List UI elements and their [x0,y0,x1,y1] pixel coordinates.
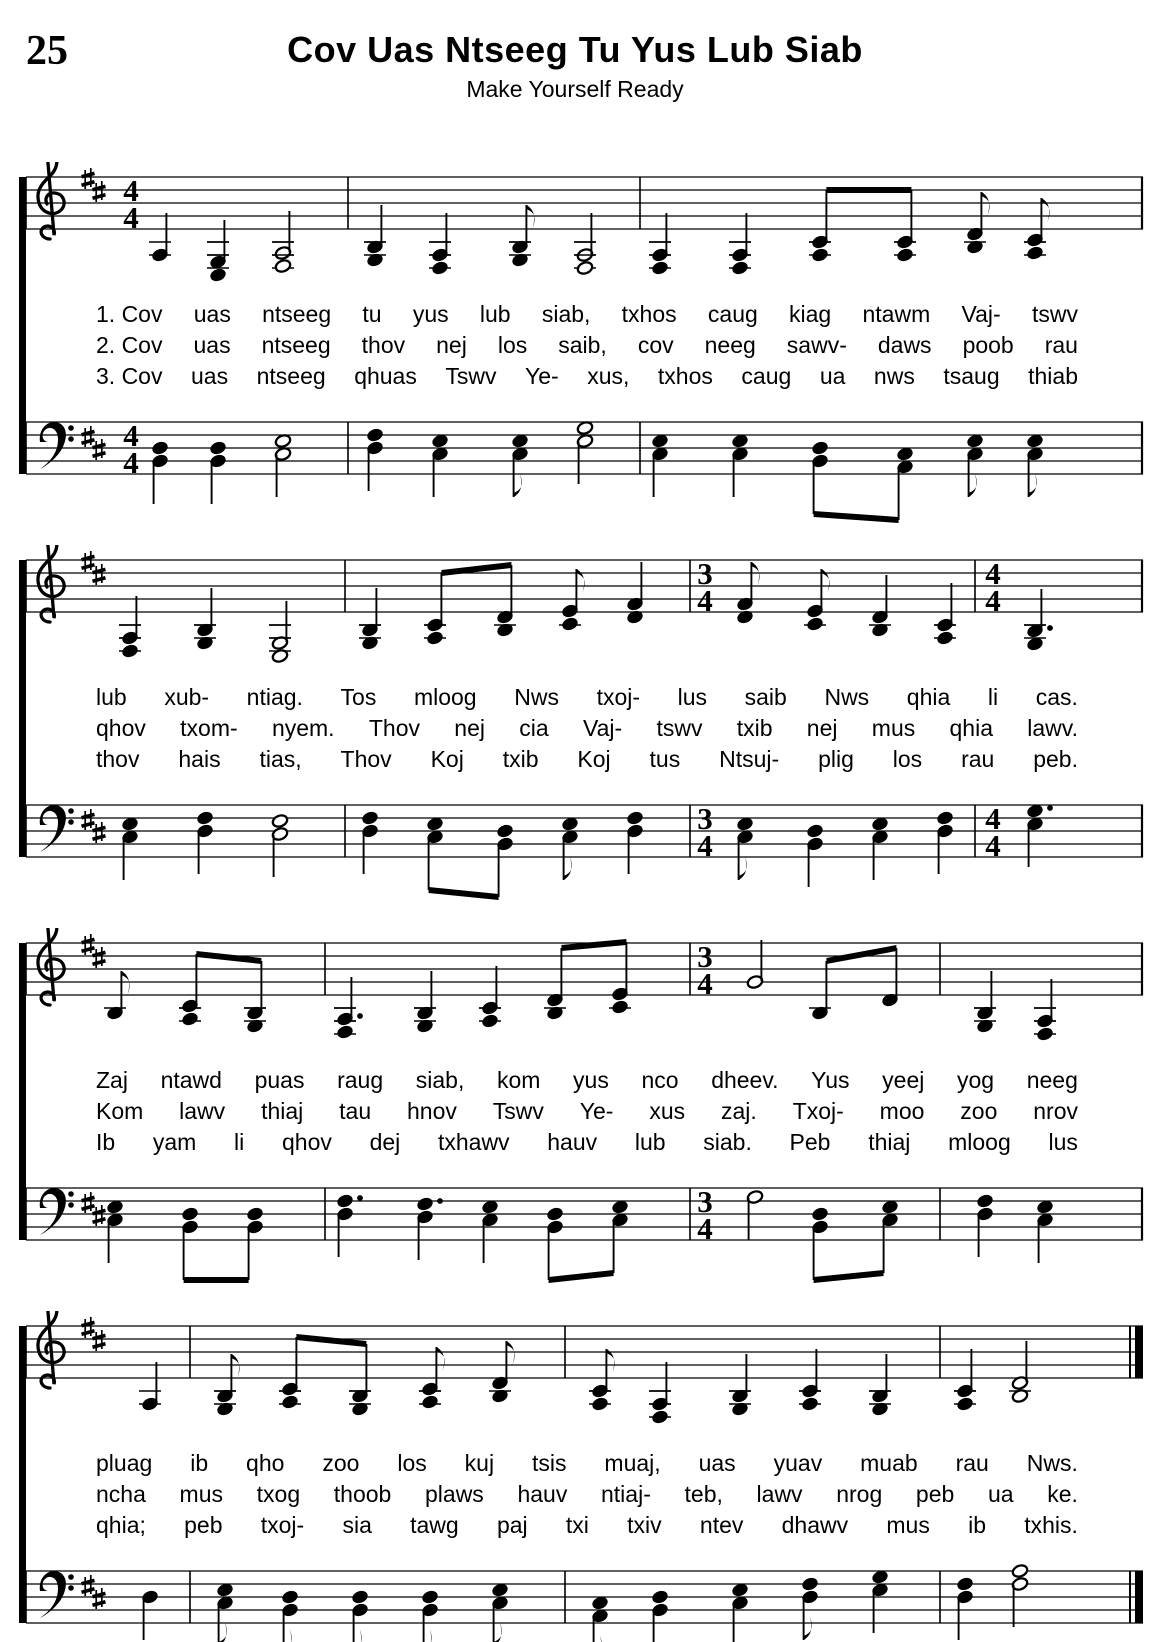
lyric-syllable: zaj. [720,1098,757,1124]
lyric-syllable: caug [741,363,792,389]
lyrics-line [96,713,1078,744]
bass-clef-icon [40,1571,74,1618]
lyric-syllable: teb, [684,1481,723,1507]
music-system [0,545,1150,910]
lyric-syllable: tsaug [943,363,1000,389]
lyric-syllable: ntawm [862,301,931,327]
lyric-syllable: tawg [410,1512,459,1538]
lyric-syllable: txhis. [1024,1512,1078,1538]
lyric-syllable: qhia [906,684,951,710]
lyrics-line [96,1127,1078,1158]
treble-staff [0,928,1150,1063]
time-signature [985,556,1001,618]
lyric-syllable: nej [454,715,485,741]
lyric-syllable: rau [1044,332,1078,358]
lyric-syllable: los [892,746,923,772]
lyric-syllable: pluag [96,1450,153,1476]
lyric-syllable: mus [179,1481,223,1507]
svg-text:3: 3 [697,939,713,974]
lyric-syllable: thiaj [868,1129,911,1155]
lyric-syllable: sawv- [786,332,847,358]
lyric-syllable: Tswv [445,363,497,389]
lyric-syllable: txoj- [260,1512,305,1538]
lyric-syllable: dhawv [781,1512,849,1538]
key-signature-sharp-icons [82,1192,106,1226]
lyric-syllable: li [234,1129,245,1155]
lyric-syllable: zoo [322,1450,360,1476]
lyric-syllable: nej [806,715,838,741]
lyric-syllable: txiv [627,1512,662,1538]
svg-text:4: 4 [123,418,139,453]
lyric-syllable: daws [877,332,932,358]
lyrics-block [0,1446,1150,1546]
treble-clef-icon [38,928,64,1005]
key-signature-sharp-icons [82,1317,106,1351]
lyric-syllable: nyem. [271,715,335,741]
lyrics-block [0,297,1150,397]
lyric-syllable: ntawd [160,1067,222,1093]
lyric-syllable: Thov [340,746,392,772]
lyric-syllable: saib [744,684,787,710]
lyric-syllable: uas [191,363,229,389]
lyric-syllable: hais [178,746,221,772]
bass-staff [0,397,1150,527]
lyric-syllable: ncha [96,1481,146,1507]
music-systems [0,162,1150,1642]
bass-clef-icon [40,422,74,469]
lyric-syllable: lub [479,301,511,327]
lyric-syllable: peb. [1033,746,1078,772]
lyric-syllable: xub- [164,684,210,710]
key-signature-sharp-icons [82,168,106,202]
lyric-syllable: tias, [259,746,302,772]
lyric-syllable: Ntsuj- [719,746,780,772]
lyric-syllable: nco [641,1067,679,1093]
system-brace [19,560,26,857]
lyric-syllable: muab [860,1450,918,1476]
lyric-syllable: lub [634,1129,666,1155]
lyric-syllable: uas [193,332,231,358]
key-signature-sharp-icons [82,1575,106,1609]
key-signature-sharp-icons [82,809,106,843]
time-signature [123,173,139,235]
lyric-syllable: siab. [703,1129,752,1155]
lyric-syllable: qhia; [96,1512,146,1538]
lyric-syllable: lus [677,684,708,710]
lyric-syllable: 2. Cov [96,332,163,358]
hymn-subtitle: Make Yourself Ready [466,75,684,102]
bass-staff [0,1546,1150,1642]
lyric-syllable: ua [987,1481,1014,1507]
music-system [0,928,1150,1293]
lyric-syllable: lus [1048,1129,1078,1155]
svg-text:4: 4 [985,583,1001,618]
lyric-syllable: Ye- [525,363,559,389]
lyric-syllable: tus [649,746,681,772]
lyric-syllable: cas. [1035,684,1078,710]
lyric-syllable: tu [362,301,382,327]
lyric-syllable: hauv [547,1129,598,1155]
lyric-syllable: kuj [464,1450,495,1476]
lyrics-block [0,680,1150,780]
system-brace [19,177,26,474]
lyric-syllable: lawv [179,1098,226,1124]
lyric-syllable: yog [957,1067,995,1093]
lyric-syllable: Koj [577,746,611,772]
lyric-syllable: yus [412,301,449,327]
page-header [0,0,1150,140]
lyric-syllable: Ye- [579,1098,614,1124]
lyrics-line [96,1479,1078,1510]
lyric-syllable: Tswv [492,1098,544,1124]
lyric-syllable: lawv [756,1481,803,1507]
lyric-syllable: Nws [824,684,870,710]
lyric-syllable: rau [961,746,995,772]
lyric-syllable: plig [818,746,854,772]
lyric-syllable: yeej [882,1067,925,1093]
lyric-syllable: nrov [1033,1098,1078,1124]
lyric-syllable: zoo [960,1098,998,1124]
lyric-syllable: qhov [96,715,146,741]
lyric-syllable: qhov [281,1129,332,1155]
lyric-syllable: ntev [699,1512,744,1538]
lyric-syllable: los [497,332,528,358]
time-signature [697,556,713,618]
lyric-syllable: hauv [517,1481,568,1507]
lyric-syllable: Txoj- [792,1098,844,1124]
lyric-syllable: ke. [1047,1481,1078,1507]
svg-text:4: 4 [123,173,139,208]
lyric-syllable: moo [879,1098,925,1124]
treble-staff [0,1311,1150,1446]
svg-text:4: 4 [697,1211,713,1246]
lyric-syllable: thiaj [261,1098,304,1124]
lyric-syllable: txhos [621,301,677,327]
lyric-syllable: txom- [180,715,238,741]
svg-text:4: 4 [697,828,713,863]
lyric-syllable: txi [565,1512,589,1538]
lyric-syllable: siab, [415,1067,465,1093]
time-signature [697,1184,713,1246]
key-signature-sharp-icons [82,551,106,585]
lyric-syllable: thiab [1028,363,1078,389]
lyric-syllable: sia [342,1512,372,1538]
lyric-syllable: Nws. [1026,1450,1078,1476]
svg-text:4: 4 [697,966,713,1001]
lyric-syllable: dheev. [711,1067,779,1093]
lyric-syllable: tswv [656,715,703,741]
lyric-syllable: Zaj [96,1067,128,1093]
time-signature [985,801,1001,863]
lyric-syllable: txog [256,1481,301,1507]
svg-text:3: 3 [697,801,713,836]
lyric-syllable: xus [649,1098,686,1124]
svg-text:4: 4 [985,801,1001,836]
lyric-syllable: plaws [425,1481,484,1507]
music-system [0,162,1150,527]
lyric-syllable: peb [915,1481,955,1507]
lyric-syllable: Koj [430,746,464,772]
svg-text:4: 4 [985,556,1001,591]
lyric-syllable: txhawv [437,1129,510,1155]
lyric-syllable: ntiag. [246,684,303,710]
hymn-title: Cov Uas Ntseeg Tu Yus Lub Siab [287,29,863,70]
lyric-syllable: saib, [558,332,607,358]
svg-text:3: 3 [697,1184,713,1219]
lyric-syllable: tswv [1031,301,1078,327]
lyric-syllable: 3. Cov [96,363,163,389]
lyric-syllable: mus [871,715,916,741]
treble-clef-icon [38,545,64,622]
lyric-syllable: cov [637,332,674,358]
lyrics-block [0,1063,1150,1163]
lyric-syllable: nej [436,332,467,358]
lyric-syllable: muaj, [604,1450,661,1476]
lyric-syllable: thov [361,332,406,358]
lyrics-line [96,1510,1078,1541]
lyrics-line [96,1448,1078,1479]
lyric-syllable: raug [337,1067,384,1093]
lyric-syllable: yuav [773,1450,823,1476]
lyric-syllable: ntiaj- [601,1481,651,1507]
lyrics-line [96,682,1078,713]
lyric-syllable: txoj- [596,684,641,710]
lyric-syllable: tsis [532,1450,567,1476]
lyric-syllable: kom [496,1067,541,1093]
lyrics-line [96,744,1078,775]
lyric-syllable: ntseeg [256,363,326,389]
lyric-syllable: mloog [948,1129,1011,1155]
lyric-syllable: lawv. [1027,715,1078,741]
lyric-syllable: peb [184,1512,223,1538]
bass-staff [0,780,1150,910]
system-brace [19,1326,26,1623]
lyrics-line [96,330,1078,361]
lyric-syllable: Nws [514,684,559,710]
lyric-syllable: ntseeg [261,332,331,358]
lyric-syllable: lub [96,684,127,710]
key-signature-sharp-icons [82,934,106,968]
treble-staff [0,545,1150,680]
music-system [0,1311,1150,1642]
lyric-syllable: yam [152,1129,197,1155]
lyric-syllable: Vaj- [961,301,1001,327]
lyric-syllable: uas [193,301,231,327]
time-signature [697,801,713,863]
svg-text:3: 3 [697,556,713,591]
lyrics-line [96,299,1078,330]
lyric-syllable: txib [736,715,773,741]
lyric-syllable: txib [502,746,539,772]
time-signature [697,939,713,1001]
lyric-syllable: hnov [407,1098,457,1124]
lyric-syllable: cia [519,715,549,741]
lyric-syllable: kiag [789,301,832,327]
svg-text:4: 4 [123,200,139,235]
lyric-syllable: thov [96,746,140,772]
lyric-syllable: neeg [1026,1067,1078,1093]
lyric-syllable: Vaj- [582,715,623,741]
lyrics-line [96,361,1078,392]
lyric-syllable: Yus [811,1067,850,1093]
treble-staff [0,162,1150,297]
lyric-syllable: Peb [789,1129,831,1155]
time-signature [123,418,139,480]
lyric-syllable: ntseeg [262,301,332,327]
lyric-syllable: yus [573,1067,609,1093]
lyric-syllable: nws [873,363,915,389]
lyric-syllable: txhos [657,363,713,389]
svg-text:4: 4 [985,828,1001,863]
lyric-syllable: qho [246,1450,285,1476]
bass-staff [0,1163,1150,1293]
lyric-syllable: qhuas [354,363,417,389]
lyric-syllable: los [397,1450,427,1476]
svg-text:4: 4 [697,583,713,618]
lyric-syllable: poob [962,332,1014,358]
hymn-number: 25 [26,28,68,74]
lyric-syllable: paj [496,1512,528,1538]
svg-text:4: 4 [123,445,139,480]
treble-clef-icon [38,1311,64,1388]
system-brace [19,943,26,1240]
lyric-syllable: neeg [704,332,756,358]
lyric-syllable: mloog [413,684,477,710]
treble-clef-icon [38,162,64,239]
lyric-syllable: dej [369,1129,401,1155]
lyric-syllable: thoob [333,1481,392,1507]
lyric-syllable: siab, [541,301,591,327]
lyric-syllable: nrog [836,1481,883,1507]
lyric-syllable: qhia [949,715,993,741]
lyric-syllable: Ib [96,1129,116,1155]
lyric-syllable: li [987,684,999,710]
lyric-syllable: xus, [587,363,630,389]
lyric-syllable: rau [955,1450,989,1476]
lyric-syllable: ib [968,1512,986,1538]
lyric-syllable: ib [190,1450,209,1476]
lyric-syllable: mus [886,1512,930,1538]
lyric-syllable: caug [707,301,758,327]
lyric-syllable: Tos [340,684,377,710]
lyric-syllable: ua [819,363,846,389]
lyrics-line [96,1096,1078,1127]
lyrics-line [96,1065,1078,1096]
bass-clef-icon [40,1188,74,1235]
lyric-syllable: Thov [368,715,420,741]
key-signature-sharp-icons [82,426,106,460]
lyric-syllable: 1. Cov [96,301,163,327]
bass-clef-icon [40,805,74,852]
lyric-syllable: puas [254,1067,305,1093]
lyric-syllable: uas [698,1450,736,1476]
lyric-syllable: Kom [96,1098,144,1124]
lyric-syllable: tau [339,1098,372,1124]
